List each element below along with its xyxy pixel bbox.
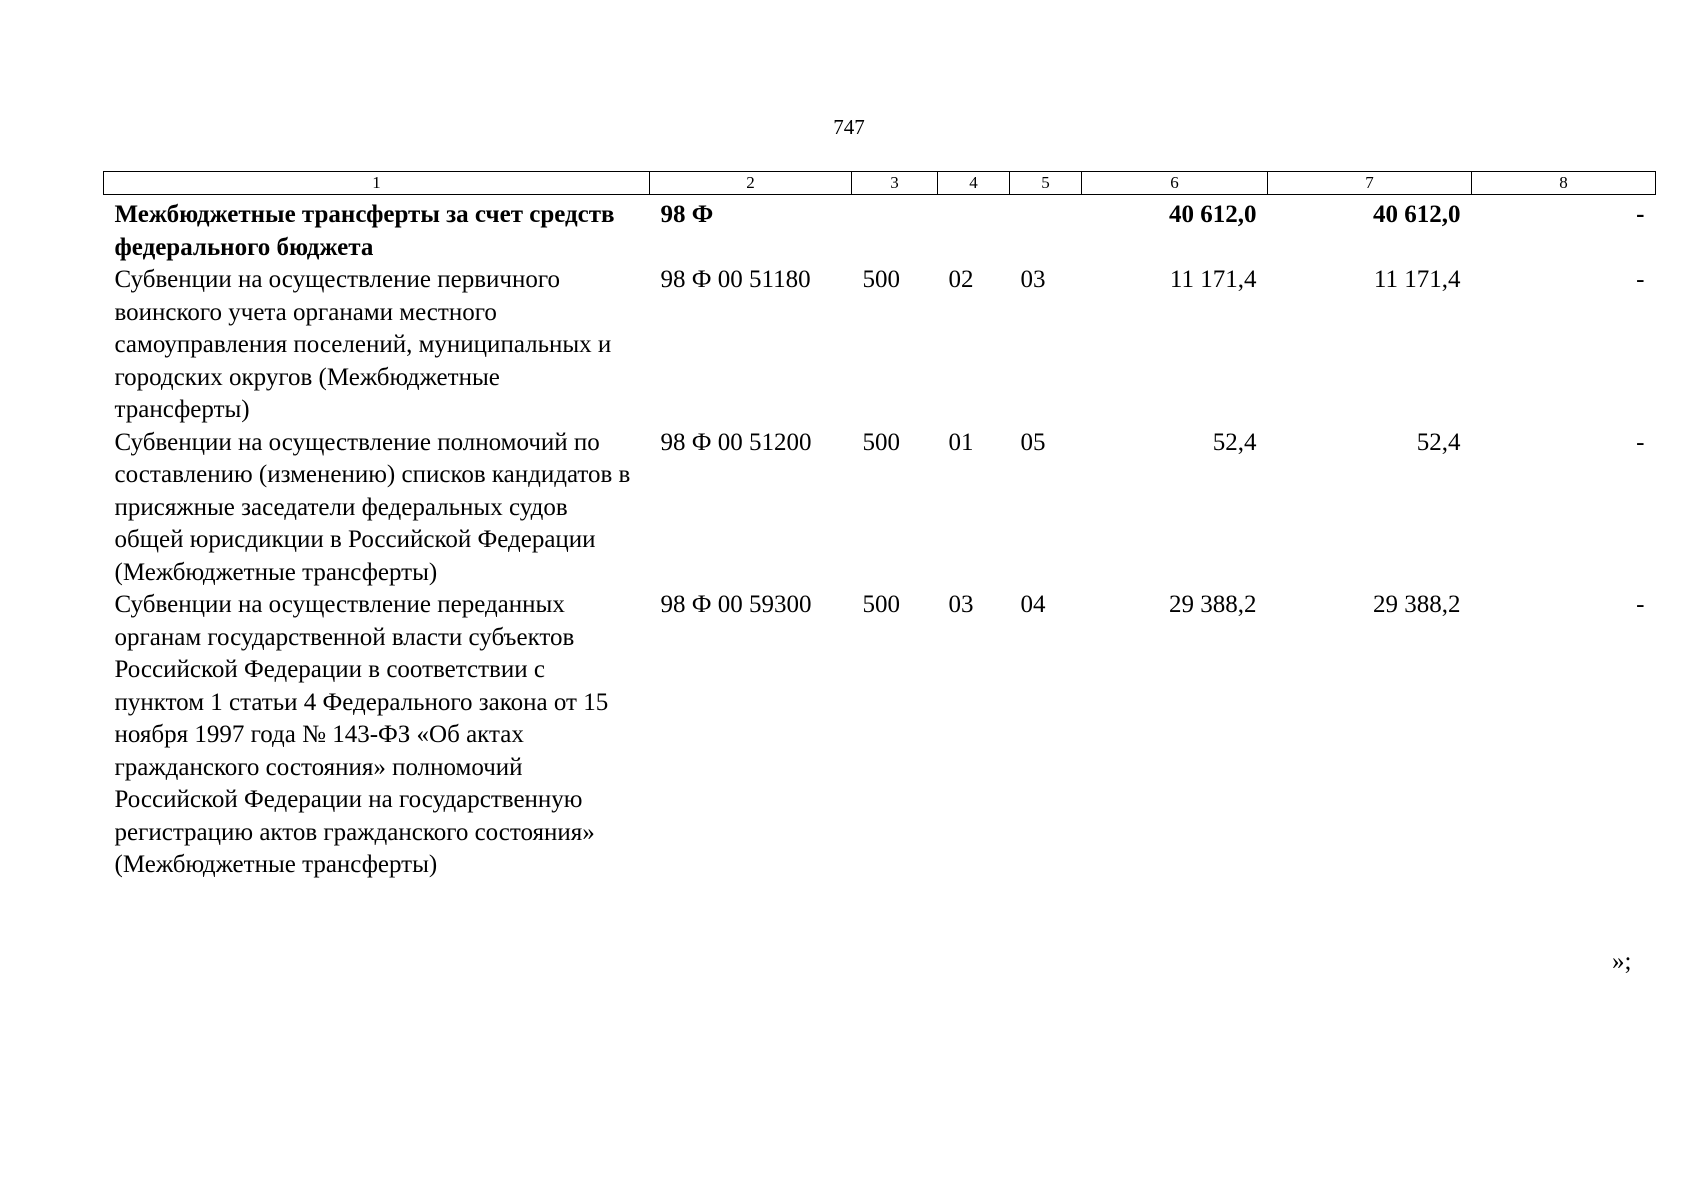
row-col-3 xyxy=(852,195,938,265)
row-code: 98 Ф 00 59300 xyxy=(660,591,812,618)
row-col-3: 500 xyxy=(862,266,900,293)
row-name: Субвенции на осуществление переданных органам государственной власти субъектов Российской Федерации в соответствии с пунктом 1 статьи 4 Федерального закона от 15 ноября 1997 года № 143-ФЗ «Об актах гражданского состояния» полномочий Российской Федерации на государственную регистрацию актов гражданского состояния» (Межбюджетные трансферты) xyxy=(114,591,609,878)
row-col-6: 11 171,4 xyxy=(1169,266,1257,293)
row-col-7: 40 612,0 xyxy=(1373,201,1461,228)
row-col-5: 03 xyxy=(1020,266,1046,293)
column-header-4: 4 xyxy=(938,172,1010,195)
row-col-8: - xyxy=(1636,591,1645,618)
closing-quote-mark: »; xyxy=(1612,948,1632,975)
row-col-5: 05 xyxy=(1020,428,1046,456)
row-col-5 xyxy=(1010,195,1082,265)
row-col-7: 11 171,4 xyxy=(1373,266,1461,293)
row-col-8: - xyxy=(1636,201,1645,228)
column-header-7: 7 xyxy=(1268,172,1472,195)
row-col-3: 500 xyxy=(862,428,900,456)
budget-table xyxy=(103,171,1656,882)
row-col-6: 52,4 xyxy=(1212,428,1257,456)
column-header-5: 5 xyxy=(1010,172,1082,195)
page-number: 747 xyxy=(833,115,865,139)
column-header-2: 2 xyxy=(650,172,852,195)
row-col-6: 40 612,0 xyxy=(1169,201,1257,228)
table-row xyxy=(104,264,1656,427)
table-row xyxy=(104,589,1656,882)
row-col-3: 500 xyxy=(862,591,900,618)
row-code: 98 Ф 00 51200 xyxy=(660,428,812,456)
row-name: Межбюджетные трансферты за счет средств федерального бюджета xyxy=(114,201,615,261)
row-col-4: 01 xyxy=(948,428,974,456)
table-header-row xyxy=(104,172,1656,195)
row-col-7: 52,4 xyxy=(1416,428,1461,456)
row-name: Субвенции на осуществление первичного воинского учета органами местного самоуправления поселений, муниципальных и городских округов (Межбюджетные трансферты) xyxy=(114,266,612,423)
column-header-1: 1 xyxy=(104,172,650,195)
row-code: 98 Ф 00 51180 xyxy=(660,266,811,293)
table-row xyxy=(104,427,1656,590)
column-header-3: 3 xyxy=(852,172,938,195)
row-col-4: 03 xyxy=(948,591,974,618)
row-col-6: 29 388,2 xyxy=(1169,591,1257,618)
row-code: 98 Ф xyxy=(660,201,714,228)
row-col-8: - xyxy=(1636,266,1645,293)
row-col-4 xyxy=(938,195,1010,265)
row-col-4: 02 xyxy=(948,266,974,293)
row-col-7: 29 388,2 xyxy=(1373,591,1461,618)
row-col-5: 04 xyxy=(1020,591,1046,618)
row-name: Субвенции на осуществление полномочий по составлению (изменению) списков кандидатов в присяжные заседатели федеральных судов общей юрисдикции в Российской Федерации (Межбюджетные трансферты) xyxy=(114,428,631,586)
column-header-6: 6 xyxy=(1082,172,1268,195)
column-header-8: 8 xyxy=(1472,172,1656,195)
table-row-total xyxy=(104,195,1656,265)
row-col-8: - xyxy=(1636,428,1645,456)
